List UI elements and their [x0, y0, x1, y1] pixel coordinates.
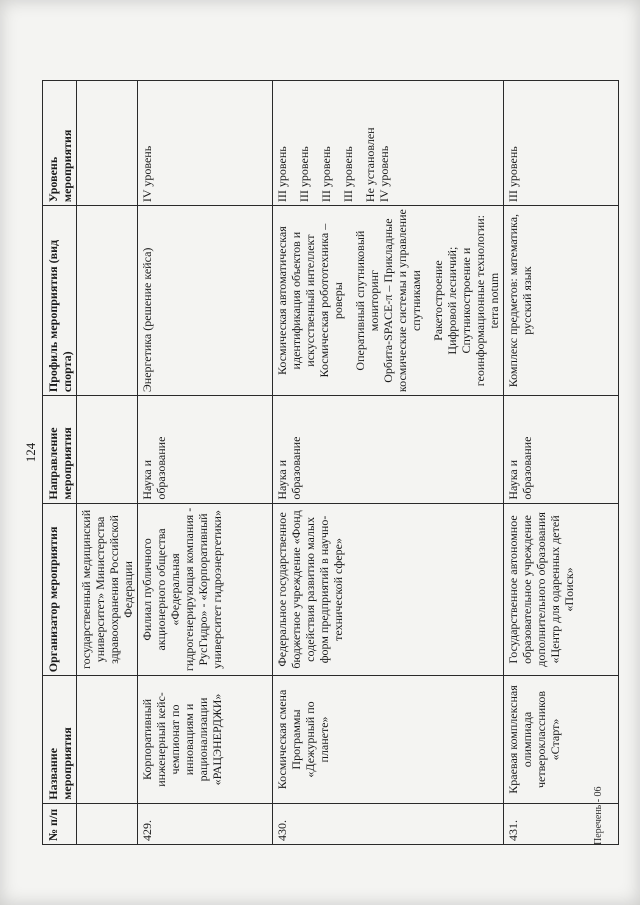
level-line: Не установлен: [363, 127, 377, 203]
page-number: 124: [23, 442, 38, 463]
profile-line: Орбита-SPACE-π – Прикладные космические системы и управление спутниками: [381, 209, 423, 393]
profile-line: Космическая автоматическая идентификация объектов и искусственный интеллект: [275, 226, 317, 375]
cell-name: [77, 676, 138, 804]
rotated-content: [20, 15, 620, 890]
level-line: III уровень: [275, 146, 289, 203]
table-row-continuation: [77, 81, 138, 845]
cell-level: [138, 81, 273, 206]
level-line: III уровень: [341, 146, 355, 203]
cell-organizer: Государственное автономное образовательное учреждение дополнительного образования «Центр для одаренных детей «Поиск»: [504, 503, 619, 676]
profile-line: Комплекс предметов: математика, русский язык: [506, 213, 534, 388]
cell-num: [77, 803, 138, 844]
profile-line: Космическая робототехника – роверы: [317, 223, 345, 378]
table-row-431: [504, 81, 619, 845]
cell-name: Краевая комплексная олимпиада четвероклассников «Старт»: [504, 676, 619, 804]
cell-organizer: Филиал публичного акционерного общества «Федеральная гидрогенерирующая компания - РусГидро» - «Корпоративный университет гидроэнергетики»: [138, 503, 273, 676]
cell-level: [504, 81, 619, 206]
events-table: [42, 80, 619, 845]
cell-organizer: государственный медицинский университет» Министерства здравоохранения Российской Федерации: [77, 503, 138, 676]
cell-profile: [273, 206, 504, 396]
table-row-429: [138, 81, 273, 845]
profile-line: Цифровой лесничий; Спутникостроение и геоинформационные технологии: terra notum: [445, 215, 501, 387]
cell-profile: [504, 206, 619, 396]
level-line: IV уровень: [140, 145, 154, 203]
cell-direction: Наука и образование: [273, 396, 504, 504]
level-line: III уровень: [506, 146, 520, 203]
level-line: IV уровень: [377, 145, 391, 203]
cell-profile: [138, 206, 273, 396]
level-line: III уровень: [297, 146, 311, 203]
cell-profile: [77, 206, 138, 396]
cell-name: Космическая смена Программы «Дежурный по планете»: [273, 676, 504, 804]
cell-name: Корпоративный инженерный кейс-чемпионат по инновациям и рационализации «РАЦЭНЕРДЖИ»: [138, 676, 273, 804]
header-level: Уровень мероприятия: [43, 81, 77, 206]
header-name: Название мероприятия: [43, 676, 77, 804]
footer-code: Перечень - 06: [593, 786, 604, 845]
header-profile: Профиль мероприятия (вид спорта): [43, 206, 77, 396]
header-organizer: Организатор мероприятия: [43, 503, 77, 676]
table-row-430: [273, 81, 504, 845]
cell-level: [77, 81, 138, 206]
cell-num: 429.: [138, 803, 273, 844]
cell-level: [273, 81, 504, 206]
cell-num: 431.: [504, 803, 619, 844]
cell-num: 430.: [273, 803, 504, 844]
cell-direction: Наука и образование: [504, 396, 619, 504]
cell-direction: Наука и образование: [138, 396, 273, 504]
header-direction: Направление мероприятия: [43, 396, 77, 504]
profile-line: Оперативный спутниковый мониторинг: [353, 230, 381, 371]
profile-line: Энергетика (решение кейса): [140, 247, 154, 393]
header-row: [43, 81, 77, 845]
cell-direction: [77, 396, 138, 504]
cell-organizer: Федеральное государственное бюджетное учреждение «Фонд содействия развитию малых форм предприятий в научно-технической сфере»: [273, 503, 504, 676]
header-num: № п/п: [43, 803, 77, 844]
profile-line: Ракетостроение: [431, 260, 445, 341]
level-line: III уровень: [319, 146, 333, 203]
